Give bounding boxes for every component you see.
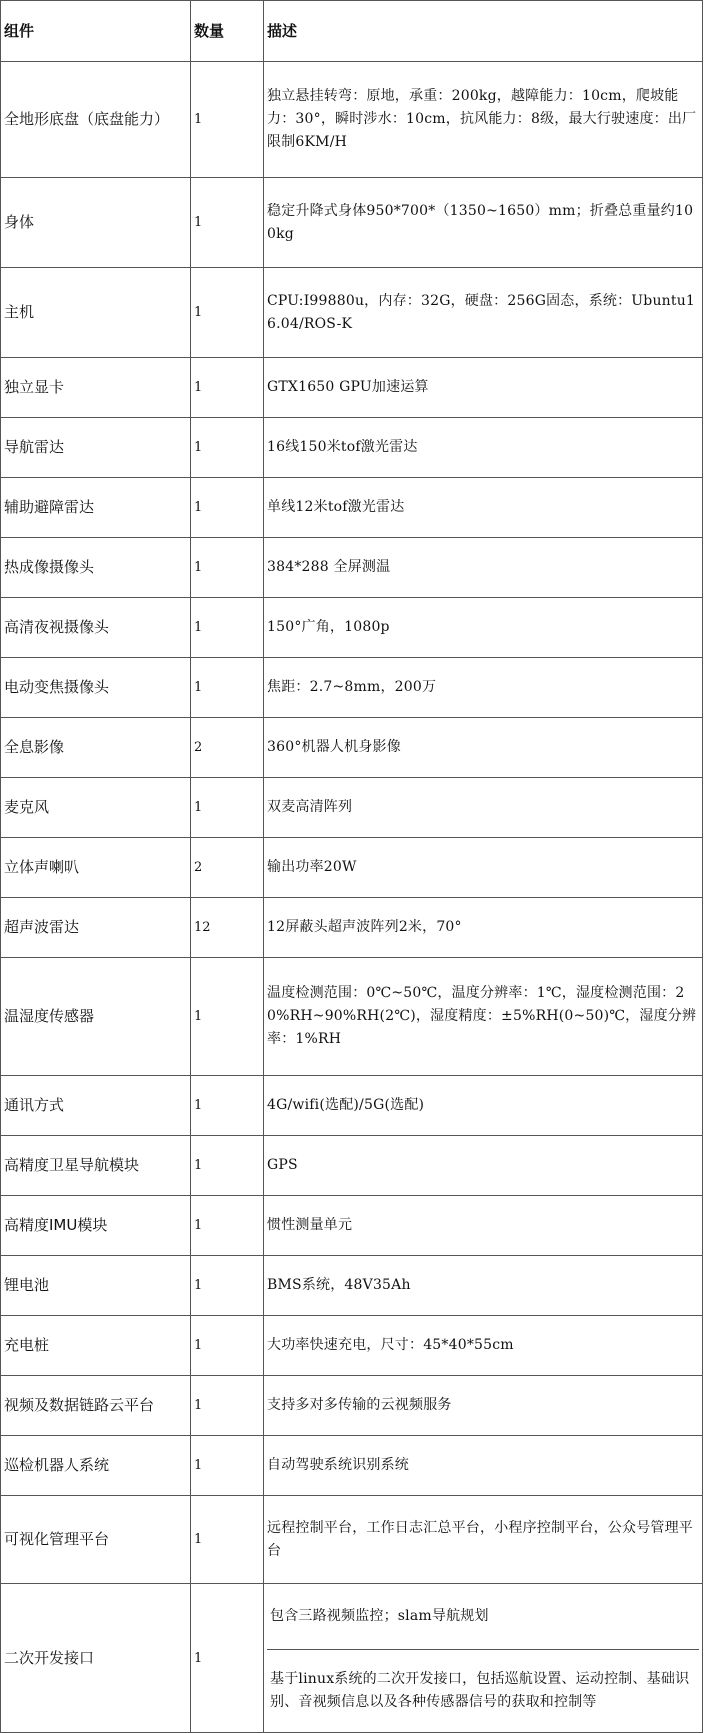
- row-quantity: 1: [191, 658, 264, 718]
- row-quantity: 1: [191, 598, 264, 658]
- row-description: 自动驾驶系统识别系统: [264, 1436, 703, 1496]
- table-row: [1, 1584, 703, 1733]
- row-quantity: 12: [191, 898, 264, 958]
- table-row: [1, 718, 703, 778]
- header-description: 描述: [264, 1, 703, 62]
- row-description: CPU:I99880u，内存：32G，硬盘：256G固态，系统：Ubuntu16.04/ROS-K: [264, 268, 703, 358]
- row-description: 输出功率20W: [264, 838, 703, 898]
- row-component: 二次开发接口: [1, 1584, 191, 1733]
- row-description: 单线12米tof激光雷达: [264, 478, 703, 538]
- row-component: 热成像摄像头: [1, 538, 191, 598]
- table-row: [1, 1136, 703, 1196]
- table-row: [1, 62, 703, 178]
- row-quantity: 1: [191, 1256, 264, 1316]
- row-component: 超声波雷达: [1, 898, 191, 958]
- row-component: 辅助避障雷达: [1, 478, 191, 538]
- row-quantity: 1: [191, 1136, 264, 1196]
- table-row: [1, 1376, 703, 1436]
- row-component: 独立显卡: [1, 358, 191, 418]
- row-component: 麦克风: [1, 778, 191, 838]
- row-component: 高清夜视摄像头: [1, 598, 191, 658]
- row-description: 4G/wifi(选配)/5G(选配): [264, 1076, 703, 1136]
- row-description: [264, 1584, 703, 1733]
- row-quantity: 1: [191, 1436, 264, 1496]
- table-row: [1, 358, 703, 418]
- row-component: 身体: [1, 178, 191, 268]
- row-component: 全息影像: [1, 718, 191, 778]
- row-component: 温湿度传感器: [1, 958, 191, 1076]
- table-row: [1, 268, 703, 358]
- row-quantity: 1: [191, 358, 264, 418]
- row-description-part-1: 包含三路视频监控；slam导航规划: [267, 1584, 699, 1650]
- table-row: [1, 178, 703, 268]
- table-row: [1, 838, 703, 898]
- row-component: 可视化管理平台: [1, 1496, 191, 1584]
- row-quantity: 1: [191, 958, 264, 1076]
- row-description: GPS: [264, 1136, 703, 1196]
- row-component: 立体声喇叭: [1, 838, 191, 898]
- row-quantity: 1: [191, 1376, 264, 1436]
- table-row: [1, 1256, 703, 1316]
- row-quantity: 2: [191, 718, 264, 778]
- row-description: GTX1650 GPU加速运算: [264, 358, 703, 418]
- table-row: [1, 538, 703, 598]
- row-quantity: 1: [191, 1584, 264, 1733]
- table-row: [1, 1196, 703, 1256]
- row-quantity: 2: [191, 838, 264, 898]
- row-description: 12屏蔽头超声波阵列2米，70°: [264, 898, 703, 958]
- table-row: [1, 418, 703, 478]
- row-component: 电动变焦摄像头: [1, 658, 191, 718]
- row-description-part-2: 基于linux系统的二次开发接口，包括巡航设置、运动控制、基础识别、音视频信息以及各种传感器信号的获取和控制等: [270, 1671, 690, 1710]
- row-description: 独立悬挂转弯：原地，承重：200kg，越障能力：10cm，爬坡能力：30°，瞬时涉水：10cm，抗风能力：8级，最大行驶速度：出厂限制6KM/H: [264, 62, 703, 178]
- row-component: 视频及数据链路云平台: [1, 1376, 191, 1436]
- row-component: 主机: [1, 268, 191, 358]
- table-row: [1, 778, 703, 838]
- table-row: [1, 478, 703, 538]
- row-component: 全地形底盘（底盘能力）: [1, 62, 191, 178]
- row-component: 导航雷达: [1, 418, 191, 478]
- row-quantity: 1: [191, 538, 264, 598]
- row-quantity: 1: [191, 418, 264, 478]
- spec-table-body: [1, 1, 703, 1733]
- row-component: 充电桩: [1, 1316, 191, 1376]
- table-row: [1, 1496, 703, 1584]
- row-component: 通讯方式: [1, 1076, 191, 1136]
- row-description: 焦距：2.7~8mm，200万: [264, 658, 703, 718]
- table-row: [1, 1436, 703, 1496]
- row-component: 高精度卫星导航模块: [1, 1136, 191, 1196]
- row-description: 支持多对多传输的云视频服务: [264, 1376, 703, 1436]
- row-description: 384*288 全屏测温: [264, 538, 703, 598]
- row-description: 远程控制平台，工作日志汇总平台，小程序控制平台，公众号管理平台: [264, 1496, 703, 1584]
- table-row: [1, 598, 703, 658]
- row-description: 大功率快速充电，尺寸：45*40*55cm: [264, 1316, 703, 1376]
- row-description: 温度检测范围：0℃~50℃，温度分辨率：1℃，湿度检测范围：20%RH~90%RH(2℃)，湿度精度：±5%RH(0~50)℃，湿度分辨率：1%RH: [264, 958, 703, 1076]
- row-quantity: 1: [191, 268, 264, 358]
- row-quantity: 1: [191, 62, 264, 178]
- row-description: 稳定升降式身体950*700*（1350~1650）mm；折叠总重量约100kg: [264, 178, 703, 268]
- row-quantity: 1: [191, 1196, 264, 1256]
- row-description: 360°机器人机身影像: [264, 718, 703, 778]
- header-component: 组件: [1, 1, 191, 62]
- table-row: [1, 958, 703, 1076]
- table-row: [1, 1316, 703, 1376]
- row-description: 双麦高清阵列: [264, 778, 703, 838]
- row-component: 巡检机器人系统: [1, 1436, 191, 1496]
- row-description: 150°广角，1080p: [264, 598, 703, 658]
- row-quantity: 1: [191, 178, 264, 268]
- row-quantity: 1: [191, 778, 264, 838]
- table-row: [1, 658, 703, 718]
- row-quantity: 1: [191, 1076, 264, 1136]
- header-quantity: 数量: [191, 1, 264, 62]
- table-row: [1, 898, 703, 958]
- row-component: 锂电池: [1, 1256, 191, 1316]
- table-row: [1, 1076, 703, 1136]
- row-quantity: 1: [191, 1316, 264, 1376]
- row-description: 16线150米tof激光雷达: [264, 418, 703, 478]
- row-component: 高精度IMU模块: [1, 1196, 191, 1256]
- row-quantity: 1: [191, 1496, 264, 1584]
- table-header-row: [1, 1, 703, 62]
- row-description: BMS系统，48V35Ah: [264, 1256, 703, 1316]
- row-quantity: 1: [191, 478, 264, 538]
- row-description: 惯性测量单元: [264, 1196, 703, 1256]
